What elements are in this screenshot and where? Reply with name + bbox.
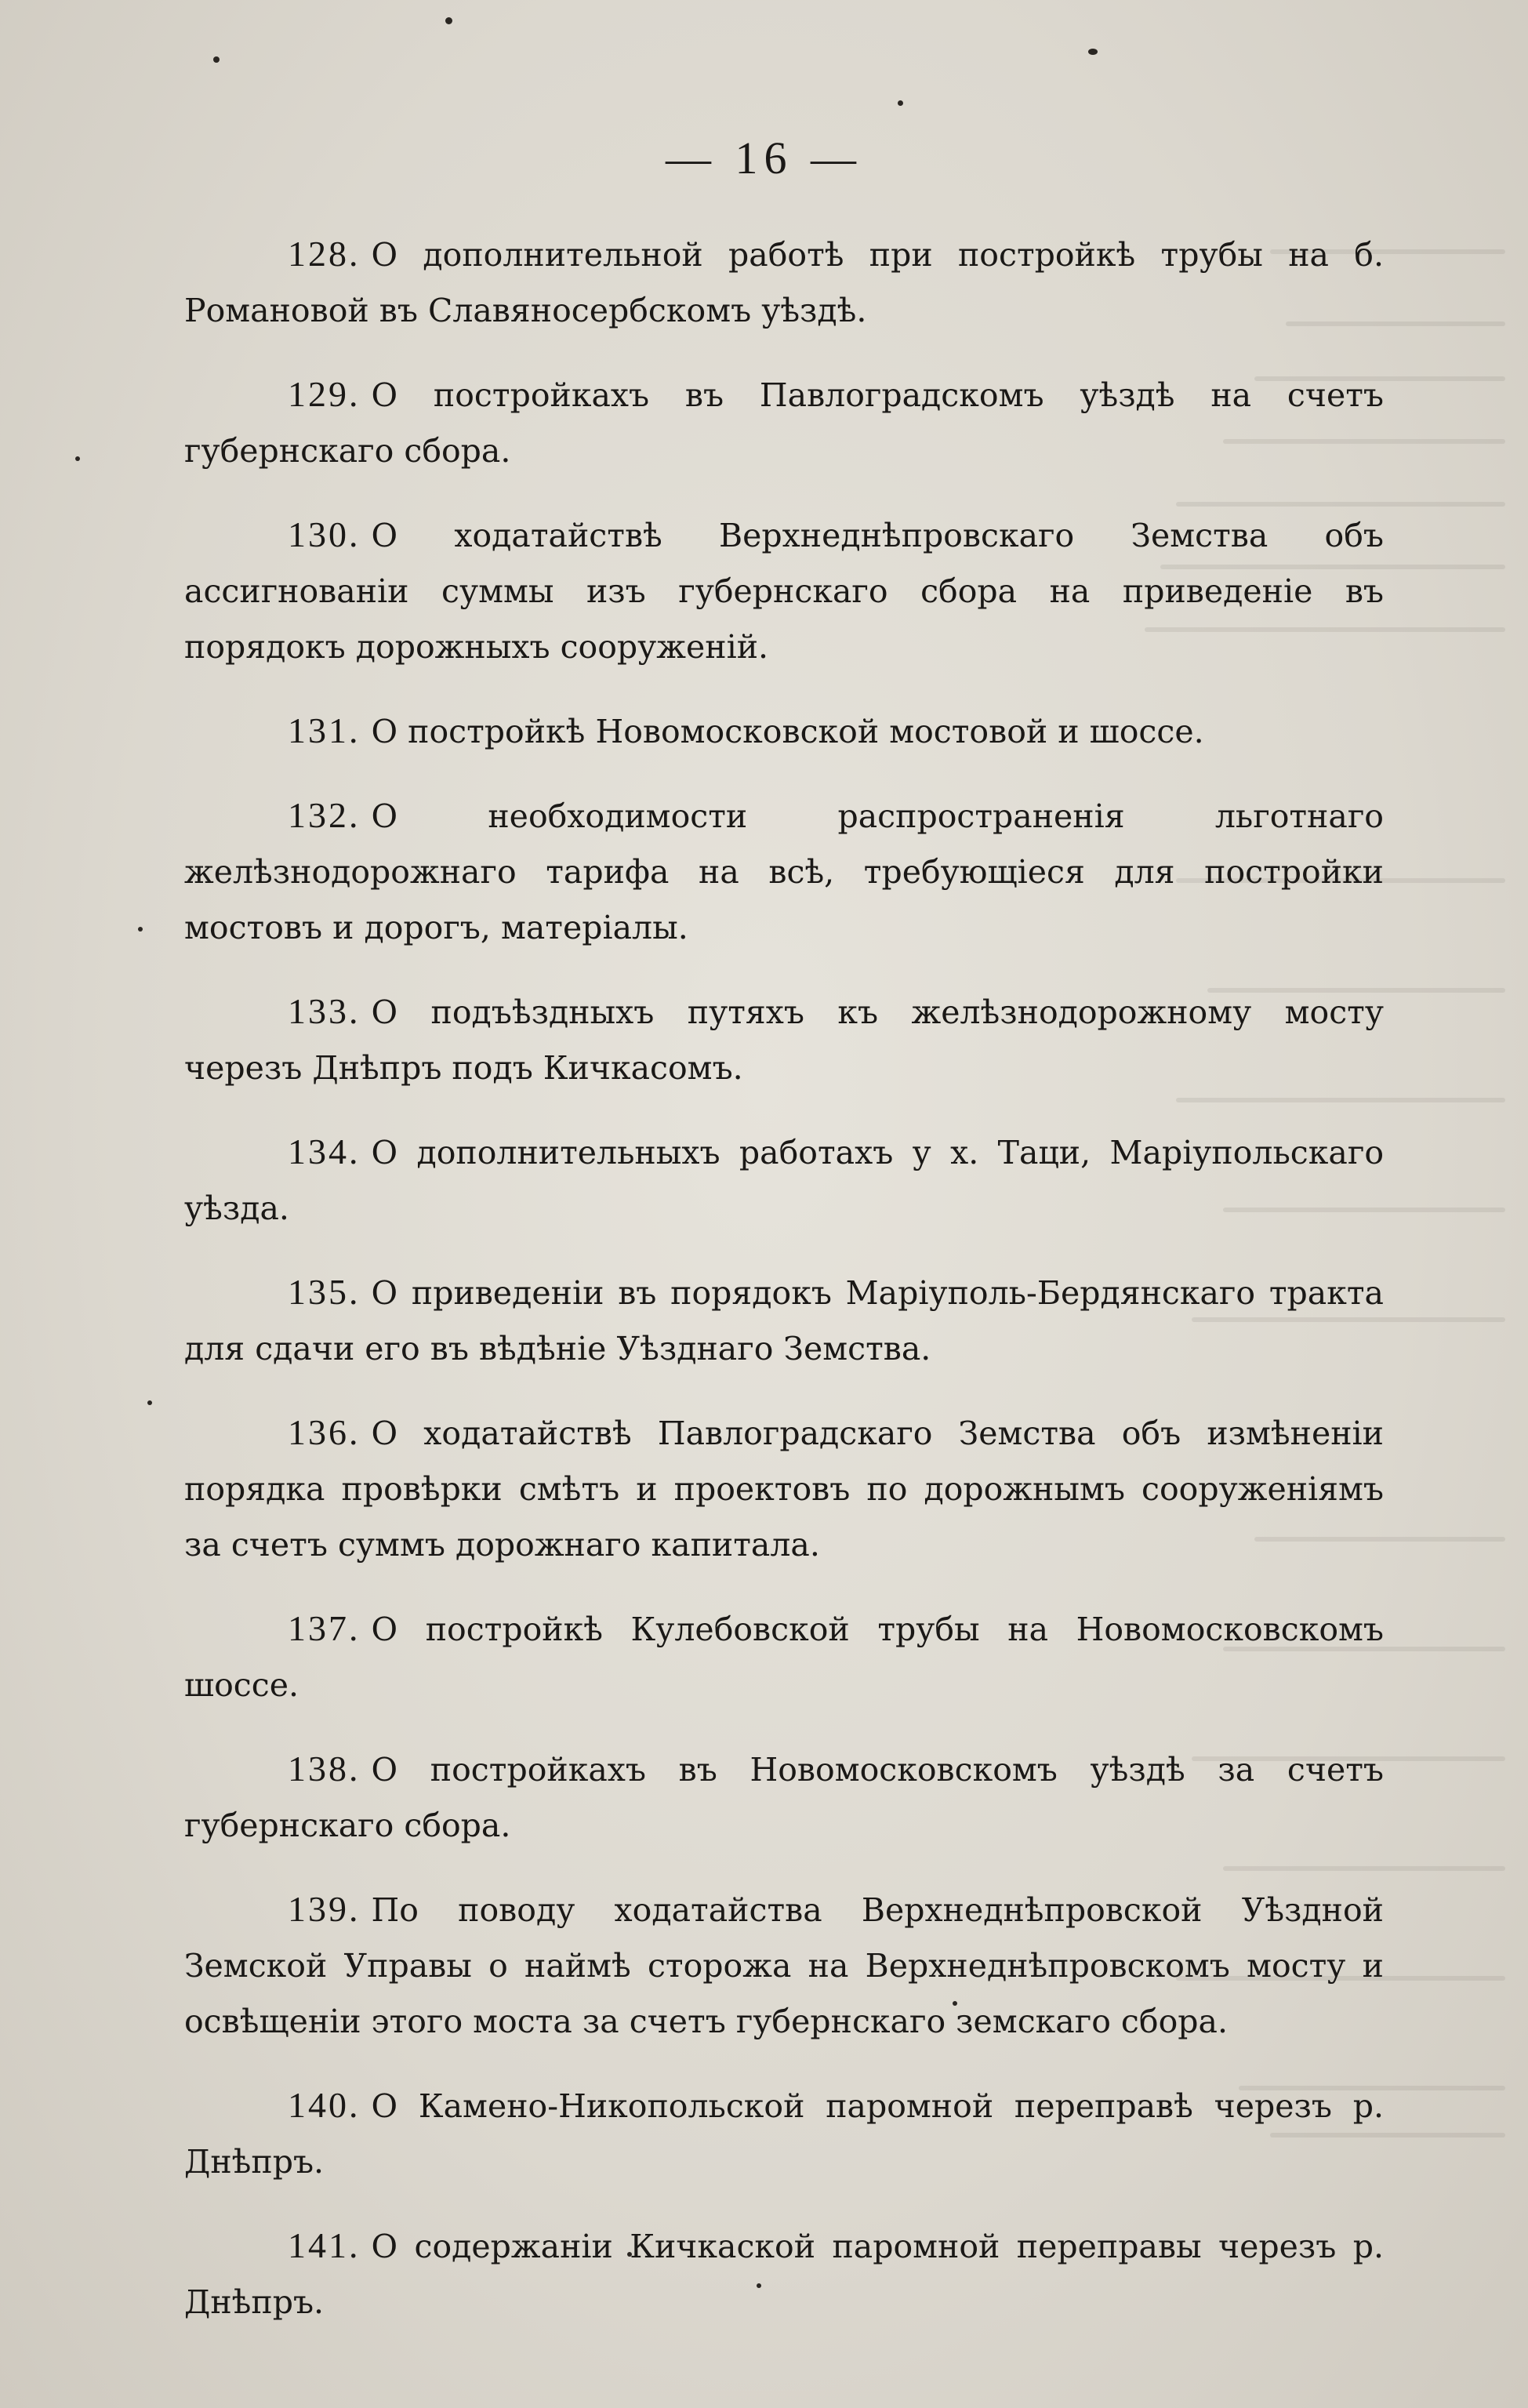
- ink-speck: [1088, 49, 1098, 55]
- item-number: 136.: [288, 1412, 361, 1452]
- item-number: 137.: [288, 1608, 361, 1648]
- agenda-item: [184, 1600, 1384, 1713]
- agenda-item: [184, 366, 1384, 479]
- item-text: О ходатайствѣ Павлоградскаго Земства объ измѣненiи порядка провѣрки смѣтъ и проектовъ по дорожнымъ сооруженiямъ за счетъ суммъ дорожнаго капитала.: [184, 1415, 1384, 1564]
- item-number: 132.: [288, 795, 361, 835]
- item-number: 133.: [288, 991, 361, 1031]
- agenda-item: [184, 507, 1384, 675]
- item-number: 129.: [288, 374, 361, 414]
- item-number: 139.: [288, 1889, 361, 1929]
- agenda-item: [184, 1124, 1384, 1237]
- item-number: 128.: [288, 234, 361, 274]
- agenda-item: [184, 703, 1384, 760]
- agenda-list: [184, 226, 1384, 2358]
- agenda-item: [184, 1404, 1384, 1573]
- item-text: О Камено-Никопольской паромной переправѣ черезъ р. Днѣпръ.: [184, 2087, 1384, 2181]
- ink-speck: [898, 100, 903, 106]
- item-text: О необходимости распространенiя льготнаго желѣзнодорожнаго тарифа на всѣ, требующiеся для постройки мостовъ и дорогъ, матерiалы.: [184, 797, 1384, 946]
- item-text: О постройкахъ въ Павлоградскомъ уѣздѣ на счетъ губернскаго сбора.: [184, 376, 1384, 470]
- item-text: О постройкѣ Кулебовской трубы на Новомосковскомъ шоссе.: [184, 1611, 1384, 1704]
- ink-speck: [147, 1400, 152, 1405]
- item-text: О дополнительной работѣ при постройкѣ трубы на б. Романовой въ Славяносербскомъ уѣздѣ.: [184, 236, 1384, 329]
- agenda-item: [184, 1881, 1384, 2050]
- agenda-item: [184, 787, 1384, 956]
- item-text: О постройкѣ Новомосковской мостовой и шоссе.: [371, 713, 1204, 750]
- agenda-item: [184, 983, 1384, 1096]
- page-number: — 16 —: [666, 133, 862, 183]
- item-number: 131.: [288, 710, 361, 750]
- item-number: 138.: [288, 1749, 361, 1789]
- item-text: О ходатайствѣ Верхнеднѣпровскаго Земства объ ассигнованiи суммы изъ губернскаго сбора на приведенiе въ порядокъ дорожныхъ сооруженiй.: [184, 517, 1384, 666]
- ink-speck: [75, 456, 80, 461]
- item-number: 130.: [288, 514, 361, 554]
- item-text: О содержанiи Кичкаской паромной переправы черезъ р. Днѣпръ.: [184, 2228, 1384, 2321]
- item-text: О дополнительныхъ работахъ у х. Таци, Марiупольскаго уѣзда.: [184, 1134, 1384, 1227]
- agenda-item: [184, 1264, 1384, 1377]
- item-text: О приведенiи въ порядокъ Марiуполь-Бердянскаго тракта для сдачи его въ вѣдѣнiе Уѣзднаго Земства.: [184, 1274, 1384, 1367]
- agenda-item: [184, 1741, 1384, 1854]
- item-number: 135.: [288, 1272, 361, 1312]
- item-number: 141.: [288, 2225, 361, 2265]
- item-number: 134.: [288, 1131, 361, 1171]
- ink-speck: [445, 17, 452, 24]
- agenda-item: [184, 226, 1384, 339]
- item-text: О подъѣздныхъ путяхъ къ желѣзнодорожному мосту черезъ Днѣпръ подъ Кичкасомъ.: [184, 993, 1384, 1087]
- ink-speck: [138, 927, 143, 932]
- item-number: 140.: [288, 2085, 361, 2125]
- item-text: О постройкахъ въ Новомосковскомъ уѣздѣ за счетъ губернскаго сбора.: [184, 1751, 1384, 1844]
- item-text: По поводу ходатайства Верхнеднѣпровской Уѣздной Земской Управы о наймѣ сторожа на Верхнеднѣпровскомъ мосту и освѣщенiи этого моста за счетъ губернскаго земскаго сбора.: [184, 1891, 1384, 2040]
- agenda-item: [184, 2217, 1384, 2330]
- ink-speck: [213, 56, 220, 63]
- agenda-item: [184, 2077, 1384, 2190]
